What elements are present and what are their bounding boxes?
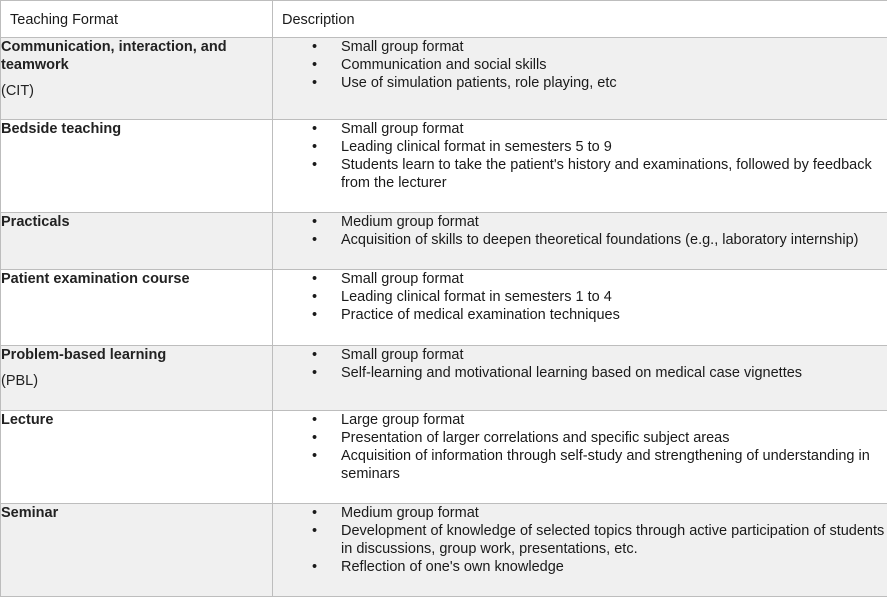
- table-row: [1, 346, 887, 411]
- description-cell: [273, 38, 887, 120]
- description-cell: [273, 270, 887, 346]
- teaching-format-cell: [1, 213, 273, 270]
- description-cell: [273, 346, 887, 411]
- description-cell: [273, 504, 887, 597]
- column-header-teaching-format: Teaching Format: [1, 1, 273, 38]
- description-item: • Medium group format: [273, 213, 887, 231]
- description-item: • Small group format: [273, 120, 887, 138]
- description-item: • Use of simulation patients, role playing, etc: [273, 74, 887, 92]
- teaching-format-name: Seminar: [1, 505, 59, 521]
- description-item: • Students learn to take the patient's history and examinations, followed by feedback from the lecturer: [273, 156, 887, 192]
- description-list: [273, 270, 887, 324]
- description-item: • Small group format: [273, 38, 887, 56]
- teaching-format-cell: [1, 346, 273, 411]
- table-row: [1, 504, 887, 597]
- description-cell: [273, 213, 887, 270]
- description-cell: [273, 411, 887, 504]
- description-item: • Medium group format: [273, 504, 887, 522]
- description-item: • Small group format: [273, 346, 887, 364]
- column-header-description: Description: [273, 1, 887, 38]
- teaching-format-abbreviation: (PBL): [1, 373, 39, 389]
- description-item: • Reflection of one's own knowledge: [273, 558, 887, 576]
- teaching-format-name: Patient examination course: [1, 271, 190, 287]
- table-header: [1, 1, 887, 38]
- teaching-format-cell: [1, 120, 273, 213]
- description-item: • Leading clinical format in semesters 1 to 4: [273, 288, 887, 306]
- teaching-format-cell: [1, 38, 273, 120]
- teaching-format-cell: [1, 504, 273, 597]
- table-row: [1, 411, 887, 504]
- description-item: • Development of knowledge of selected topics through active participation of students in discussions, group work, presentations, etc.: [273, 522, 887, 558]
- description-item: • Acquisition of skills to deepen theoretical foundations (e.g., laboratory internship): [273, 231, 887, 249]
- description-item: • Small group format: [273, 270, 887, 288]
- description-item: • Presentation of larger correlations and specific subject areas: [273, 429, 887, 447]
- teaching-format-name: Problem-based learning: [1, 347, 167, 363]
- table-body: [1, 38, 887, 597]
- teaching-format-name: Practicals: [1, 214, 70, 230]
- table-row: [1, 270, 887, 346]
- description-list: [273, 346, 887, 382]
- description-list: [273, 120, 887, 192]
- description-list: [273, 504, 887, 576]
- teaching-format-name: Bedside teaching: [1, 121, 122, 137]
- table-row: [1, 213, 887, 270]
- teaching-format-cell: [1, 270, 273, 346]
- description-list: [273, 213, 887, 249]
- header-row: [1, 1, 887, 38]
- description-item: • Self-learning and motivational learning based on medical case vignettes: [273, 364, 887, 382]
- table-row: [1, 120, 887, 213]
- teaching-format-abbreviation: (CIT): [1, 83, 35, 99]
- description-item: • Large group format: [273, 411, 887, 429]
- description-cell: [273, 120, 887, 213]
- description-item: • Communication and social skills: [273, 56, 887, 74]
- description-list: [273, 38, 887, 92]
- description-item: • Practice of medical examination techniques: [273, 306, 887, 324]
- teaching-format-name: Lecture: [1, 412, 54, 428]
- teaching-format-name: Communication, interaction, and teamwork: [1, 39, 227, 73]
- description-list: [273, 411, 887, 483]
- table-row: [1, 38, 887, 120]
- teaching-format-cell: [1, 411, 273, 504]
- description-item: • Leading clinical format in semesters 5 to 9: [273, 138, 887, 156]
- description-item: • Acquisition of information through self-study and strengthening of understanding in seminars: [273, 447, 887, 483]
